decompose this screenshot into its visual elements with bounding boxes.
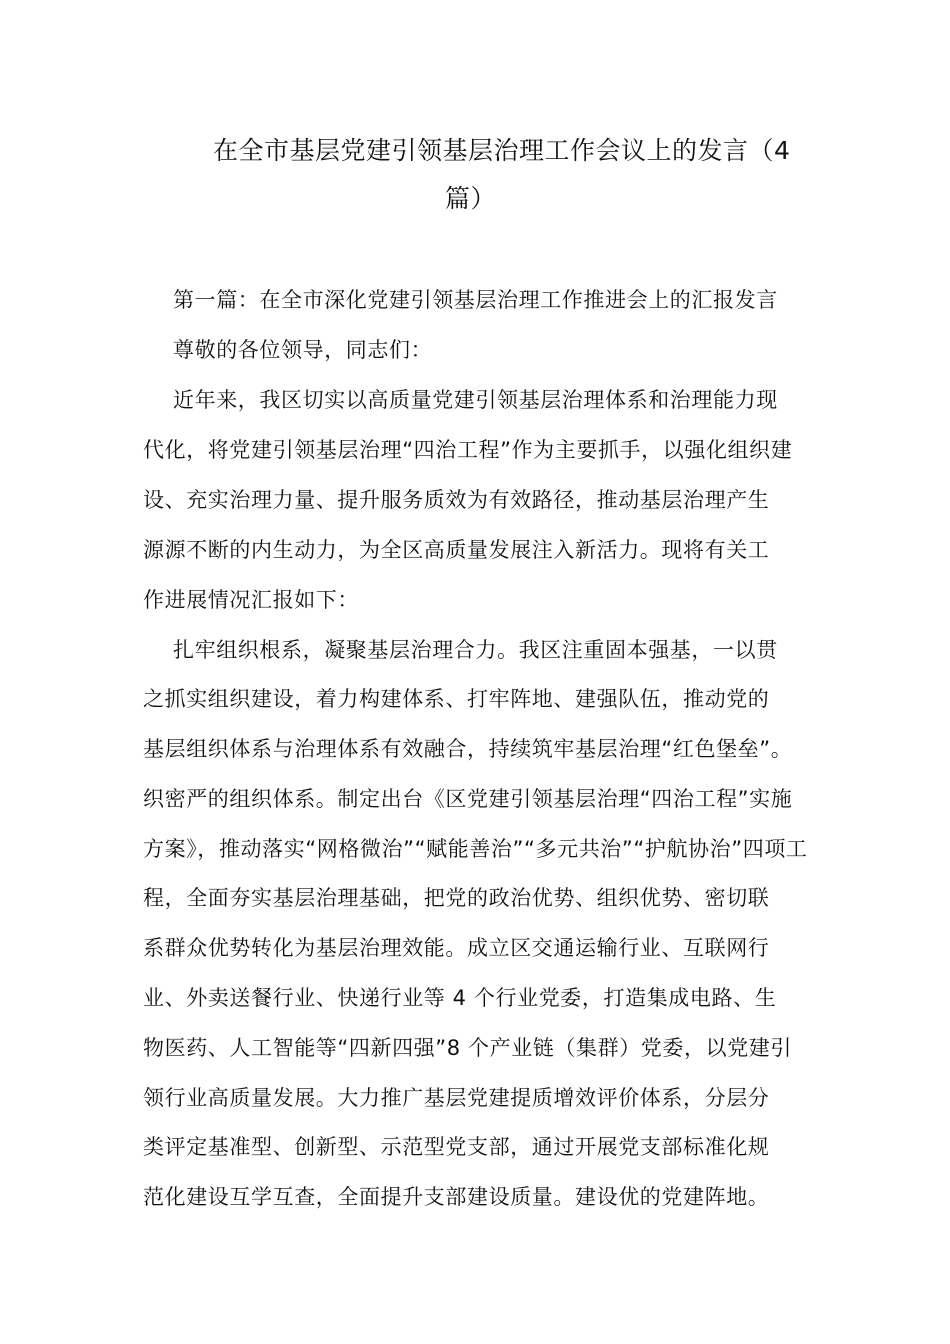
document-title-line-1: 在全市基层党建引领基层治理工作会议上的发言（4 (213, 136, 791, 165)
paragraph-line: 织密严的组织体系。制定出台《区党建引领基层治理“四治工程”实施 (143, 787, 793, 811)
paragraph-line: 领行业高质量发展。大力推广基层党建提质增效评价体系，分层分 (143, 1086, 770, 1110)
paragraph-line: 系群众优势转化为基层治理效能。成立区交通运输行业、互联网行 (143, 936, 770, 960)
paragraph-line: 近年来，我区切实以高质量党建引领基层治理体系和治理能力现 (173, 388, 778, 412)
paragraph-line: 业、外卖送餐行业、快递行业等 4 个行业党委，打造集成电路、生 (143, 986, 777, 1010)
paragraph-line: 代化，将党建引领基层治理“四治工程”作为主要抓手，以强化组织建 (143, 438, 793, 462)
salutation: 尊敬的各位领导，同志们： (173, 338, 433, 362)
paragraph-line: 程，全面夯实基层治理基础，把党的政治优势、组织优势、密切联 (143, 886, 770, 910)
paragraph-line: 范化建设互学互查，全面提升支部建设质量。建设优的党建阵地。 (143, 1185, 770, 1209)
paragraph-line: 源源不断的内生动力，为全区高质量发展注入新活力。现将有关工 (143, 538, 770, 562)
paragraph-line: 方案》，推动落实“网格微治”“赋能善治”“多元共治”“护航协治”四项工 (143, 837, 808, 861)
paragraph-line: 设、充实治理力量、提升服务质效为有效路径，推动基层治理产生 (143, 488, 770, 512)
paragraph-line: 扎牢组织根系，凝聚基层治理合力。我区注重固本强基，一以贯 (173, 638, 778, 662)
paragraph-line: 物医药、人工智能等“四新四强”8 个产业链（集群）党委，以党建引 (143, 1036, 792, 1060)
paragraph-line: 基层组织体系与治理体系有效融合，持续筑牢基层治理“红色堡垒”。 (143, 737, 793, 761)
paragraph-line: 作进展情况汇报如下： (143, 588, 359, 612)
paragraph-line: 类评定基准型、创新型、示范型党支部，通过开展党支部标准化规 (143, 1135, 770, 1159)
paragraph-line: 之抓实组织建设，着力构建体系、打牢阵地、建强队伍，推动党的 (143, 687, 770, 711)
section-heading: 第一篇：在全市深化党建引领基层治理工作推进会上的汇报发言 (173, 288, 778, 312)
document-title-line-2: 篇） (445, 184, 497, 213)
